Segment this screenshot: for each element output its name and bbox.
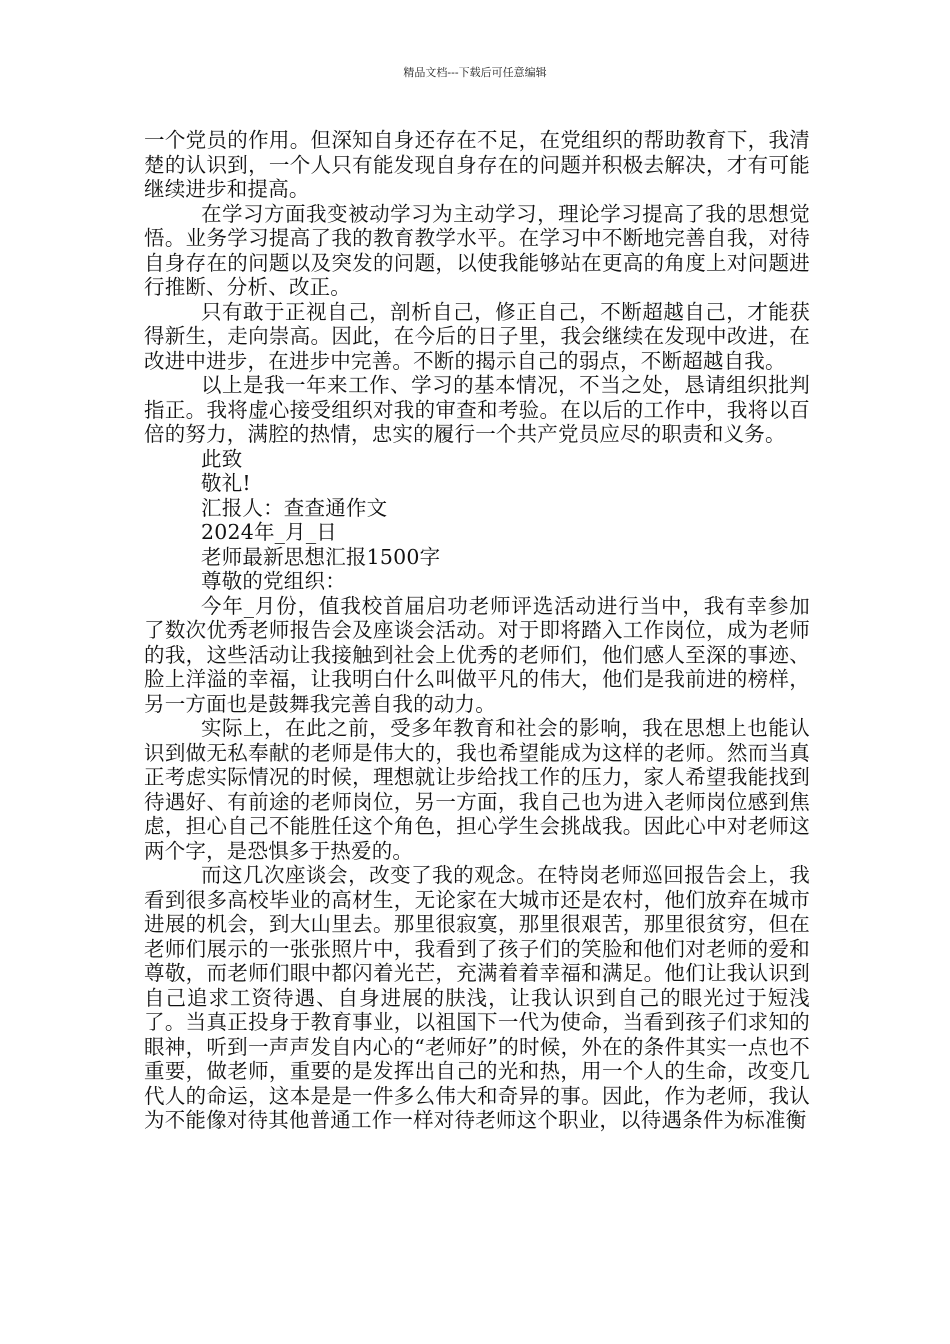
paragraph-change: 而这几次座谈会，改变了我的观念。在特岗老师巡回报告会上，我看到很多高校毕业的高材生，无论家在大城市还是农村，他们放弃在城市进展的机会，到大山里去。那里很寂寞，那里很艰苦，那里很贫穷，但在老师们展示的一张张照片中，我看到了孩子们的笑脸和他们对老师的爱和尊敬，而老师们眼中都闪着光芒，充满着着幸福和满足。他们让我认识到自己追求工资待遇、自身进展的肤浅，让我认识到自己的眼光过于短浅了。当真正投身于教育事业，以祖国下一代为使命，当看到孩子们求知的眼神，听到一声声发自内心的“老师好”的时候，外在的条件其实一点也不重要，做老师，重要的是发挥出自己的光和热，用一个人的生命，改变几代人的命运，这本是是一件多么伟大和奇异的事。因此，作为老师，我认为不能像对待其他普通工作一样对待老师这个职业，以待遇条件为标准衡: [144, 863, 810, 1132]
paragraph-before: 实际上，在此之前，受多年教育和社会的影响，我在思想上也能认识到做无私奉献的老师是伟大的，我也希望能成为这样的老师。然而当真正考虑实际情况的时候，理想就让步给找工作的压力，家人希望我能找到待遇好、有前途的老师岗位，另一方面，我自己也为进入老师岗位感到焦虑，担心自己不能胜任这个角色，担心学生会挑战我。因此心中对老师这两个字，是恐惧多于热爱的。: [144, 716, 810, 863]
document-body: [144, 128, 810, 1133]
paragraph-summary: 以上是我一年来工作、学习的基本情况，不当之处，恳请组织批判指正。我将虚心接受组织对我的审查和考验。在以后的工作中，我将以百倍的努力，满腔的热情，忠实的履行一个共产党员应尽的职责和义务。: [144, 373, 810, 446]
greeting: 尊敬的党组织：: [201, 569, 346, 593]
closing-salutation: 此致: [201, 446, 243, 471]
paragraph-self-reflection: 只有敢于正视自己，剖析自己，修正自己，不断超越自己，才能获得新生，走向崇高。因此，在今后的日子里，我会继续在发现中改进，在改进中进步，在进步中完善。不断的揭示自己的弱点，不断超越自我。: [144, 299, 810, 373]
paragraph-continuation: 一个党员的作用。但深知自身还存在不足，在党组织的帮助教育下，我清楚的认识到，一个人只有能发现自身存在的问题并积极去解决，才有可能继续进步和提高。: [144, 128, 810, 201]
paragraph-study: 在学习方面我变被动学习为主动学习，理论学习提高了我的思想觉悟。业务学习提高了我的教育教学水平。在学习中不断地完善自我，对待自身存在的问题以及突发的问题，以使我能够站在更高的角度上对问题进行推断、分析、改正。: [144, 201, 810, 299]
closing-regards: 敬礼!: [201, 471, 251, 495]
report-date: 2024年_月_日: [201, 520, 337, 544]
reporter-name: 汇报人：查查通作文: [201, 495, 388, 520]
section-title: 老师最新思想汇报1500字: [201, 544, 441, 569]
page-header: 精品文档---下载后可任意编辑: [403, 66, 547, 79]
paragraph-activities: 今年_月份，值我校首届启功老师评选活动进行当中，我有幸参加了数次优秀老师报告会及座谈会活动。对于即将踏入工作岗位，成为老师的我，这些活动让我接触到社会上优秀的老师们，他们感人至深的事迹、脸上洋溢的幸福，让我明白什么叫做平凡的伟大，他们是我前进的榜样，另一方面也是鼓舞我完善自我的动力。: [144, 593, 810, 716]
